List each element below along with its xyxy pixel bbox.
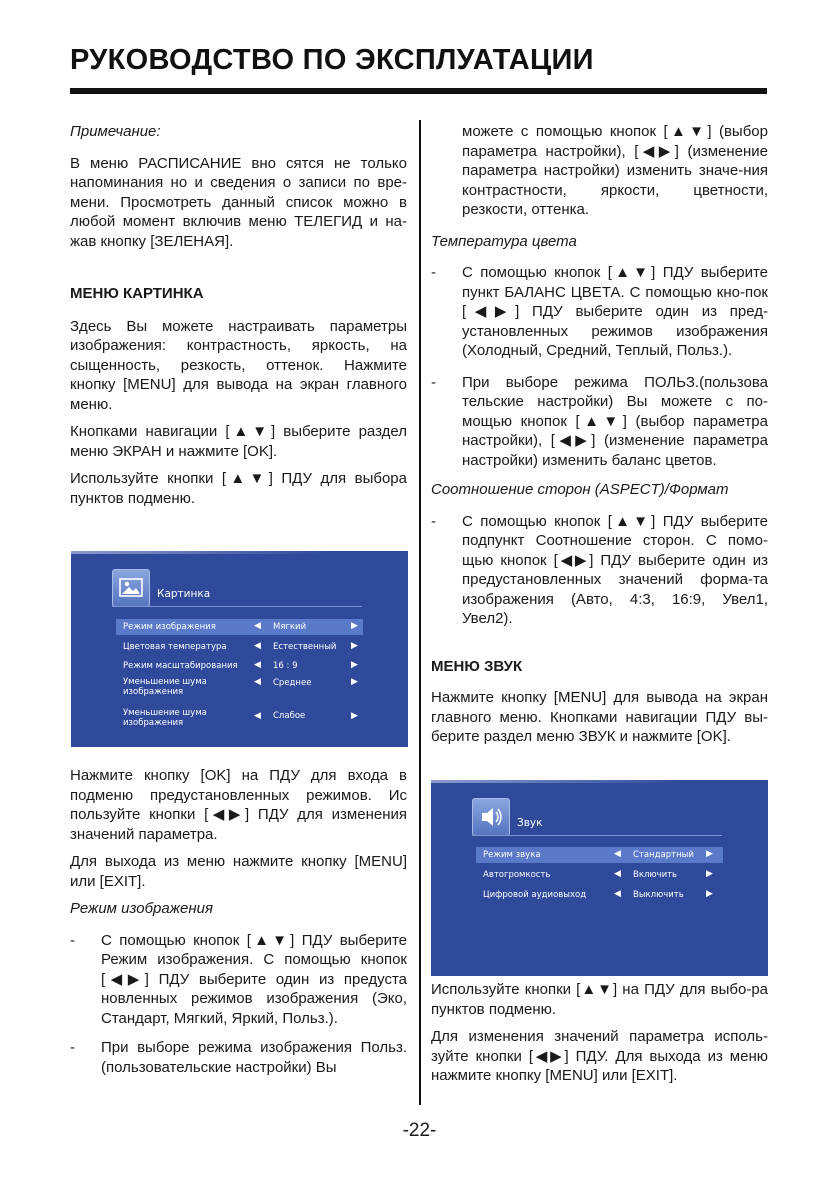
menu-row-label: Цифровой аудиовыход	[483, 890, 587, 900]
menu-row-value: Слабое	[273, 711, 306, 721]
page-title: РУКОВОДСТВО ПО ЭКСПЛУАТАЦИИ	[70, 44, 594, 76]
color-temp-subhead: Температура цвета	[431, 232, 577, 250]
arrow-right-icon[interactable]: ▶	[351, 711, 358, 721]
menu-row-value: Выключить	[633, 890, 684, 900]
page-number: -22-	[402, 1120, 437, 1141]
menu-title-rule	[112, 606, 362, 607]
arrow-left-icon[interactable]: ◀	[254, 711, 261, 721]
picture-nav-paragraph: Кнопками навигации [▲▼] выберите раздел меню ЭКРАН и нажмите [OK].	[70, 423, 407, 460]
aspect-bullet	[431, 512, 768, 629]
bullet-text: С помощью кнопок [▲▼] ПДУ выберите Режим изображения. С помощью кнопок [◀▶] ПДУ выберите один из предуста новленных режимов изображения (Эко, Стандарт, Мягкий, Яркий, Польз.).	[101, 931, 407, 1027]
arrow-right-icon[interactable]: ▶	[706, 849, 713, 859]
sound-submenu-paragraph: Используйте кнопки [▲▼] на ПДУ для выбо-ра пунктов подменю.	[431, 981, 768, 1018]
color-balance-bullet	[431, 263, 768, 361]
picture-section-title: МЕНЮ КАРТИНКА	[70, 285, 204, 302]
arrow-right-icon[interactable]: ▶	[351, 660, 358, 670]
menu-row-label: Режим изображения	[123, 622, 216, 632]
left-column	[70, 122, 407, 508]
menu-row-label: Цветовая температура	[123, 642, 227, 652]
menu-row-auto-volume[interactable]	[476, 867, 723, 883]
arrow-right-icon[interactable]: ▶	[351, 641, 358, 651]
bullet-text: При выборе режима изображения Польз. (пользовательские настройки) Вы	[101, 1039, 407, 1076]
bullet-dash: -	[431, 512, 436, 530]
sound-section-title: МЕНЮ ЗВУК	[431, 657, 523, 675]
user-mode-bullet	[70, 1038, 407, 1077]
user-balance-bullet	[431, 373, 768, 471]
picture-menu-screenshot	[71, 551, 408, 747]
bullet-text: С помощью кнопок [▲▼] ПДУ выберите пункт БАЛАНС ЦВЕТА. С помощью кно-пок [◀▶] ПДУ выберите один из пред-установленных режимов изображения (Холодный, Средний, Теплый, Польз.).	[462, 264, 768, 359]
bullet-text: При выборе режима ПОЛЬЗ.(пользова тельские настройки) Вы можете с по-мощью кнопок [▲▼] (выбор параметра настройки), [◀▶] (изменение параметра настройки) изменить баланс цветов.	[462, 373, 768, 469]
bullet-text: С помощью кнопок [▲▼] ПДУ выберите подпункт Соотношение сторон. С помо-щью кнопок [◀▶] ПДУ выберите один из предустановленных значений форма-та изображения (Авто, 4:3, 16:9, Увел1, Увел2).	[462, 512, 768, 627]
exit-paragraph: Для выхода из меню нажмите кнопку [MENU] или [EXIT].	[70, 853, 407, 890]
arrow-left-icon[interactable]: ◀	[254, 641, 261, 651]
arrow-left-icon[interactable]: ◀	[614, 889, 621, 899]
arrow-left-icon[interactable]: ◀	[254, 621, 261, 631]
ok-paragraph: Нажмите кнопку [OK] на ПДУ для входа в подменю предустановленных режимов. Ис пользуйте кнопки [◀▶] ПДУ для изменения значений параметра.	[70, 767, 407, 843]
menu-row-value: Стандартный	[633, 850, 694, 860]
bullet-dash: -	[431, 373, 436, 391]
bullet-dash: -	[70, 1039, 75, 1056]
menu-row-value: Естественный	[273, 642, 337, 652]
menu-row-color-temp[interactable]	[116, 639, 363, 655]
bullet-dash: -	[70, 931, 75, 949]
sound-menu-title: Звук	[517, 817, 543, 829]
title-underline	[70, 88, 767, 94]
arrow-left-icon[interactable]: ◀	[254, 660, 261, 670]
bullet-dash: -	[431, 264, 436, 281]
sound-menu-screenshot	[431, 780, 768, 976]
user-mode-continuation: можете с помощью кнопок [▲▼] (выбор параметра настройки), [◀▶] (изменение параметра настройки) изменить значе-ния контрастности, яркости, цветности, резкости, оттенка.	[462, 123, 768, 218]
left-column-lower	[70, 766, 407, 1077]
column-divider	[419, 120, 421, 1105]
menu-row-noise-reduction[interactable]	[116, 677, 363, 701]
menu-title-rule	[472, 835, 722, 836]
menu-row-noise-reduction-2[interactable]	[116, 708, 363, 732]
menu-row-label: Уменьшение шума изображения	[123, 677, 207, 697]
menu-row-sound-mode[interactable]	[476, 847, 723, 863]
arrow-right-icon[interactable]: ▶	[351, 621, 358, 631]
menu-row-label: Режим звука	[483, 850, 541, 860]
right-column	[431, 122, 768, 747]
note-text: В меню РАСПИСАНИЕ вно сятся не только напоминания но и сведения о записи по вре-мени. Просмотреть данный список можно в любой момент включив меню ТЕЛЕГИД и на-жав кнопку [ЗЕЛЕНАЯ].	[70, 154, 407, 250]
menu-row-value: Включить	[633, 870, 678, 880]
menu-row-zoom-mode[interactable]	[116, 658, 363, 674]
picture-icon	[112, 569, 150, 607]
sound-change-paragraph: Для изменения значений параметра исполь-зуйте кнопки [◀▶] ПДУ. Для выхода из меню нажмите кнопку [MENU] или [EXIT].	[431, 1028, 768, 1084]
picture-submenu-paragraph: Используйте кнопки [▲▼] ПДУ для выбора пунктов подменю.	[70, 470, 407, 507]
menu-row-picture-mode[interactable]	[116, 619, 363, 635]
screen-top-strip	[71, 551, 408, 554]
picture-mode-bullet	[70, 931, 407, 1029]
menu-row-digital-audio-out[interactable]	[476, 887, 723, 903]
speaker-icon	[472, 798, 510, 836]
picture-mode-subhead: Режим изображения	[70, 900, 214, 917]
arrow-right-icon[interactable]: ▶	[706, 869, 713, 879]
menu-row-label: Уменьшение шума изображения	[123, 708, 207, 728]
arrow-left-icon[interactable]: ◀	[254, 677, 261, 687]
menu-row-label: Режим масштабирования	[123, 661, 238, 671]
menu-row-value: Среднее	[273, 678, 312, 688]
sound-intro-paragraph: Нажмите кнопку [MENU] для вывода на экран главного меню. Кнопками навигации ПДУ вы-берите раздел меню ЗВУК и нажмите [OK].	[431, 689, 768, 745]
picture-intro-paragraph: Здесь Вы можете настраивать параметры изображения: контрастность, яркость, на сыщенность, резкость, оттенок. Нажмите кнопку [MENU] для вывода на экран главного меню.	[70, 317, 407, 413]
arrow-right-icon[interactable]: ▶	[351, 677, 358, 687]
picture-menu-title: Картинка	[157, 588, 211, 600]
menu-row-value: 16 : 9	[273, 661, 298, 671]
arrow-right-icon[interactable]: ▶	[706, 889, 713, 899]
right-column-lower	[431, 980, 768, 1086]
screen-top-strip	[431, 780, 768, 783]
arrow-left-icon[interactable]: ◀	[614, 849, 621, 859]
aspect-subhead: Соотношение сторон (ASPECT)/Формат	[431, 481, 729, 498]
menu-row-label: Автогромкость	[483, 870, 551, 880]
arrow-left-icon[interactable]: ◀	[614, 869, 621, 879]
note-label: Примечание:	[70, 123, 161, 140]
menu-row-value: Мягкий	[273, 622, 307, 632]
